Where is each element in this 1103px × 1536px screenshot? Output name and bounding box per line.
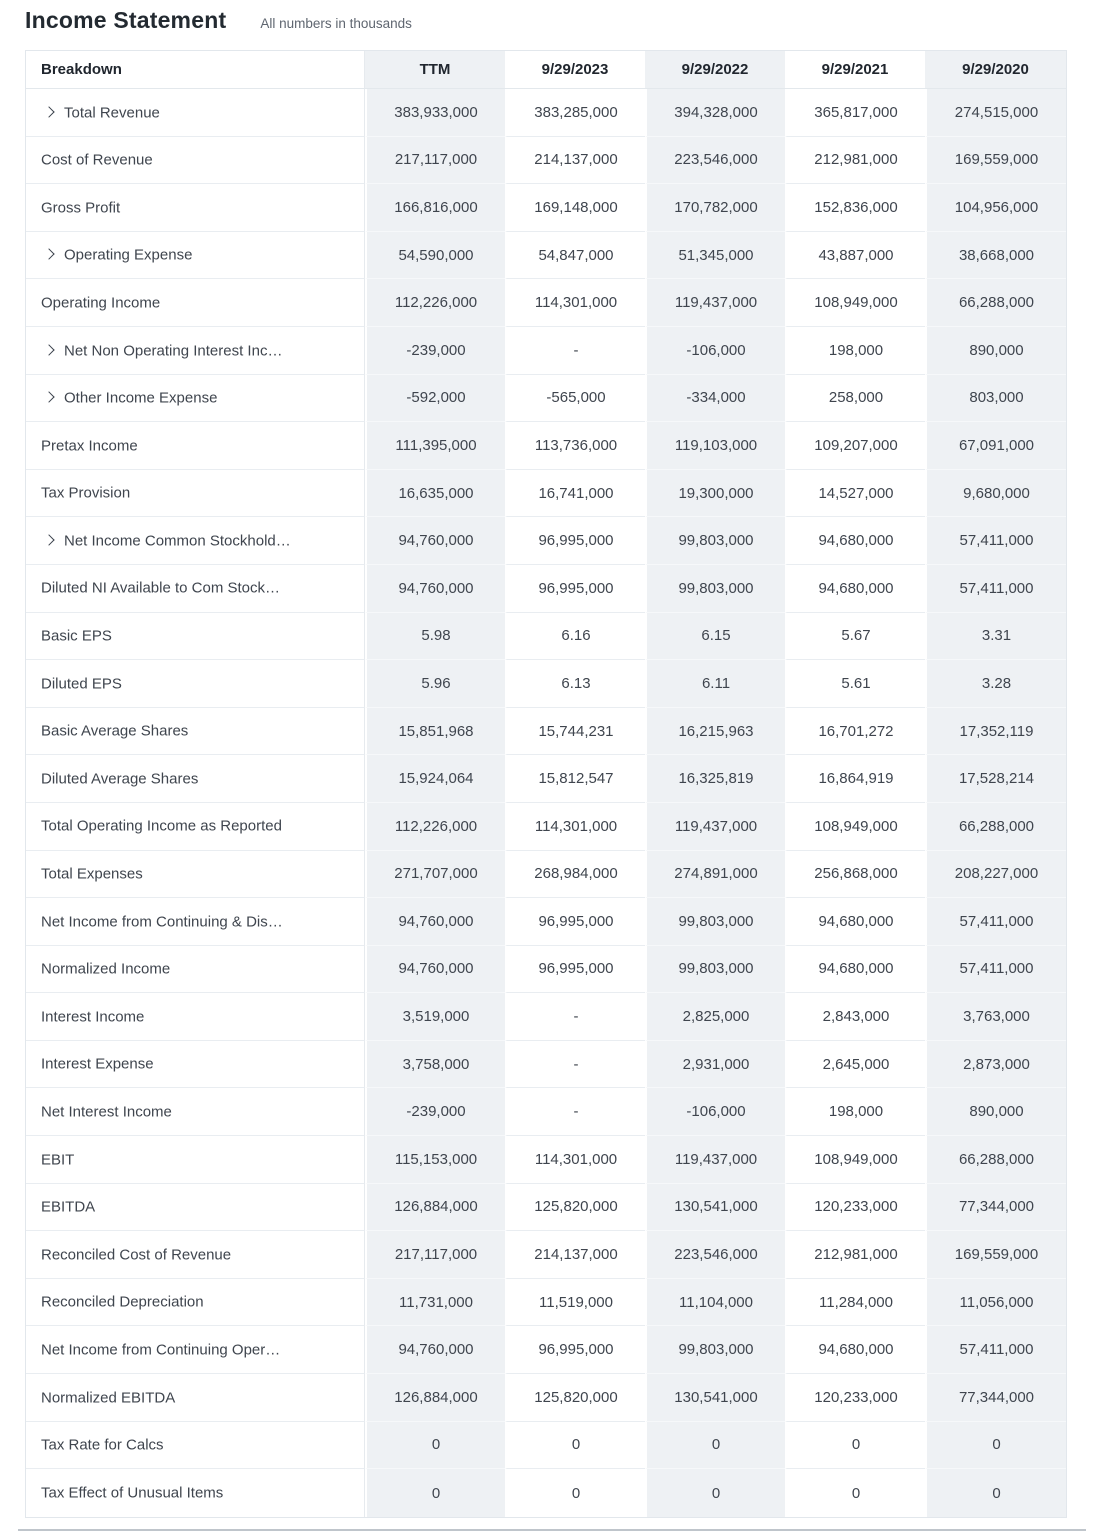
column-header-ttm: TTM [365, 51, 505, 89]
value-cell: 66,288,000 [925, 279, 1066, 327]
value-cell: 214,137,000 [505, 1231, 645, 1279]
value-cell: -565,000 [505, 375, 645, 423]
row-label [26, 1326, 365, 1374]
value-cell: 6.16 [505, 613, 645, 661]
value-cell: 11,519,000 [505, 1279, 645, 1327]
value-cell: 94,760,000 [365, 517, 505, 565]
value-cell: 17,528,214 [925, 755, 1066, 803]
table-row [26, 422, 1066, 470]
table-row [26, 803, 1066, 851]
value-cell: 120,233,000 [785, 1374, 925, 1422]
value-cell: 11,056,000 [925, 1279, 1066, 1327]
table-row [26, 1374, 1066, 1422]
row-label [26, 898, 365, 946]
row-label [26, 1279, 365, 1327]
table-row [26, 1041, 1066, 1089]
chevron-right-icon[interactable] [43, 344, 54, 355]
row-label [26, 1184, 365, 1232]
table-row [26, 375, 1066, 423]
page-title: Income Statement [25, 7, 227, 33]
value-cell: 94,760,000 [365, 898, 505, 946]
row-label-text: Operating Income [41, 294, 161, 312]
value-cell: 212,981,000 [785, 137, 925, 185]
value-cell: 119,103,000 [645, 422, 785, 470]
row-label-text: Cost of Revenue [41, 151, 153, 169]
row-label [26, 422, 365, 470]
bottom-divider [18, 1529, 1086, 1531]
value-cell: 57,411,000 [925, 898, 1066, 946]
value-cell: - [505, 327, 645, 375]
table-row [26, 1184, 1066, 1232]
value-cell: 15,812,547 [505, 755, 645, 803]
value-cell: 16,741,000 [505, 470, 645, 518]
value-cell: 16,864,919 [785, 755, 925, 803]
page-header [0, 0, 1103, 34]
value-cell: 99,803,000 [645, 565, 785, 613]
value-cell: 126,884,000 [365, 1374, 505, 1422]
row-label [26, 993, 365, 1041]
row-label [26, 1374, 365, 1422]
row-label [26, 803, 365, 851]
row-label [26, 470, 365, 518]
value-cell: 208,227,000 [925, 851, 1066, 899]
units-note: All numbers in thousands [260, 16, 412, 31]
value-cell: 54,847,000 [505, 232, 645, 280]
row-label-text: Basic EPS [41, 627, 112, 645]
value-cell: 77,344,000 [925, 1184, 1066, 1232]
row-label [26, 1136, 365, 1184]
value-cell: 57,411,000 [925, 517, 1066, 565]
value-cell: 38,668,000 [925, 232, 1066, 280]
value-cell: 94,760,000 [365, 1326, 505, 1374]
chevron-right-icon[interactable] [43, 249, 54, 260]
row-label-text: Tax Rate for Calcs [41, 1436, 164, 1454]
row-label [26, 279, 365, 327]
value-cell: 0 [505, 1422, 645, 1470]
table-row [26, 517, 1066, 565]
table-row [26, 232, 1066, 280]
value-cell: 15,924,064 [365, 755, 505, 803]
value-cell: 3,763,000 [925, 993, 1066, 1041]
row-label-text: Diluted NI Available to Com Stock… [41, 580, 280, 597]
value-cell: 119,437,000 [645, 803, 785, 851]
value-cell: 96,995,000 [505, 898, 645, 946]
value-cell: 3.28 [925, 660, 1066, 708]
value-cell: 6.15 [645, 613, 785, 661]
column-header-2021: 9/29/2021 [785, 51, 925, 89]
table-row [26, 565, 1066, 613]
table-row [26, 1326, 1066, 1374]
value-cell: 57,411,000 [925, 1326, 1066, 1374]
value-cell: 2,843,000 [785, 993, 925, 1041]
value-cell: 96,995,000 [505, 946, 645, 994]
value-cell: -239,000 [365, 327, 505, 375]
value-cell: 114,301,000 [505, 803, 645, 851]
value-cell: 0 [925, 1422, 1066, 1470]
chevron-right-icon[interactable] [43, 106, 54, 117]
value-cell: 3,519,000 [365, 993, 505, 1041]
value-cell: 57,411,000 [925, 565, 1066, 613]
row-label [26, 660, 365, 708]
row-label-text: Tax Provision [41, 484, 131, 502]
value-cell: 0 [645, 1469, 785, 1517]
row-label-text: Total Expenses [41, 865, 143, 883]
value-cell: 217,117,000 [365, 1231, 505, 1279]
value-cell: 130,541,000 [645, 1184, 785, 1232]
row-label [26, 1469, 365, 1517]
row-label-text: Net Income from Continuing & Dis… [41, 913, 283, 931]
chevron-right-icon[interactable] [43, 391, 54, 402]
value-cell: 112,226,000 [365, 279, 505, 327]
value-cell: -239,000 [365, 1088, 505, 1136]
value-cell: 2,931,000 [645, 1041, 785, 1089]
value-cell: 120,233,000 [785, 1184, 925, 1232]
value-cell: 96,995,000 [505, 565, 645, 613]
value-cell: 99,803,000 [645, 898, 785, 946]
value-cell: 108,949,000 [785, 803, 925, 851]
value-cell: 94,680,000 [785, 946, 925, 994]
row-label [26, 1422, 365, 1470]
value-cell: -334,000 [645, 375, 785, 423]
value-cell: 96,995,000 [505, 517, 645, 565]
value-cell: 0 [925, 1469, 1066, 1517]
value-cell: 170,782,000 [645, 184, 785, 232]
column-header-2020: 9/29/2020 [925, 51, 1066, 89]
value-cell: 11,731,000 [365, 1279, 505, 1327]
value-cell: - [505, 1041, 645, 1089]
value-cell: 2,825,000 [645, 993, 785, 1041]
value-cell: 51,345,000 [645, 232, 785, 280]
value-cell: 112,226,000 [365, 803, 505, 851]
row-label-expandable[interactable] [26, 89, 365, 137]
value-cell: 3,758,000 [365, 1041, 505, 1089]
value-cell: 803,000 [925, 375, 1066, 423]
table-row [26, 1422, 1066, 1470]
row-label-text: Diluted Average Shares [41, 770, 199, 788]
value-cell: 169,559,000 [925, 137, 1066, 185]
value-cell: 274,515,000 [925, 89, 1066, 137]
value-cell: -592,000 [365, 375, 505, 423]
value-cell: -106,000 [645, 327, 785, 375]
value-cell: 130,541,000 [645, 1374, 785, 1422]
value-cell: 94,680,000 [785, 1326, 925, 1374]
value-cell: 394,328,000 [645, 89, 785, 137]
column-header-2023: 9/29/2023 [505, 51, 645, 89]
value-cell: 5.67 [785, 613, 925, 661]
row-label [26, 565, 365, 613]
row-label-text: Total Revenue [64, 104, 160, 122]
value-cell: 383,285,000 [505, 89, 645, 137]
table-row [26, 1231, 1066, 1279]
value-cell: 198,000 [785, 1088, 925, 1136]
value-cell: 54,590,000 [365, 232, 505, 280]
row-label-text: Total Operating Income as Reported [41, 817, 282, 835]
value-cell: 6.13 [505, 660, 645, 708]
value-cell: 115,153,000 [365, 1136, 505, 1184]
row-label-text: Diluted EPS [41, 675, 122, 693]
value-cell: 125,820,000 [505, 1374, 645, 1422]
value-cell: 94,760,000 [365, 565, 505, 613]
value-cell: 365,817,000 [785, 89, 925, 137]
value-cell: 256,868,000 [785, 851, 925, 899]
table-row [26, 184, 1066, 232]
value-cell: 5.61 [785, 660, 925, 708]
value-cell: 271,707,000 [365, 851, 505, 899]
table-row [26, 137, 1066, 185]
row-label-text: EBIT [41, 1151, 75, 1169]
row-label-text: Net Non Operating Interest Inc… [64, 342, 283, 360]
value-cell: 890,000 [925, 327, 1066, 375]
row-label [26, 851, 365, 899]
value-cell: 223,546,000 [645, 1231, 785, 1279]
value-cell: 11,104,000 [645, 1279, 785, 1327]
value-cell: 0 [785, 1469, 925, 1517]
value-cell: 6.11 [645, 660, 785, 708]
row-label-text: Other Income Expense [64, 389, 218, 407]
value-cell: 9,680,000 [925, 470, 1066, 518]
value-cell: 0 [645, 1422, 785, 1470]
value-cell: 66,288,000 [925, 1136, 1066, 1184]
row-label [26, 1231, 365, 1279]
row-label-expandable[interactable] [26, 375, 365, 423]
value-cell: 16,325,819 [645, 755, 785, 803]
table-row [26, 708, 1066, 756]
value-cell: 2,645,000 [785, 1041, 925, 1089]
row-label-text: Tax Effect of Unusual Items [41, 1484, 224, 1502]
value-cell: 5.96 [365, 660, 505, 708]
table-row [26, 1279, 1066, 1327]
value-cell: - [505, 1088, 645, 1136]
value-cell: 0 [365, 1422, 505, 1470]
row-label-text: Net Interest Income [41, 1103, 172, 1121]
value-cell: 5.98 [365, 613, 505, 661]
row-label-text: Operating Expense [64, 246, 193, 264]
row-label [26, 946, 365, 994]
value-cell: 223,546,000 [645, 137, 785, 185]
value-cell: 16,701,272 [785, 708, 925, 756]
table-row [26, 470, 1066, 518]
value-cell: 15,744,231 [505, 708, 645, 756]
value-cell: 217,117,000 [365, 137, 505, 185]
row-label-expandable[interactable] [26, 327, 365, 375]
row-label-text: Basic Average Shares [41, 722, 189, 740]
value-cell: 77,344,000 [925, 1374, 1066, 1422]
value-cell: 104,956,000 [925, 184, 1066, 232]
value-cell: 214,137,000 [505, 137, 645, 185]
value-cell: 94,680,000 [785, 898, 925, 946]
table-row [26, 993, 1066, 1041]
value-cell: 119,437,000 [645, 279, 785, 327]
table-row [26, 755, 1066, 803]
value-cell: -106,000 [645, 1088, 785, 1136]
value-cell: 15,851,968 [365, 708, 505, 756]
row-label [26, 613, 365, 661]
value-cell: 94,760,000 [365, 946, 505, 994]
row-label [26, 1088, 365, 1136]
value-cell: 43,887,000 [785, 232, 925, 280]
table-row [26, 851, 1066, 899]
table-row [26, 279, 1066, 327]
value-cell: 258,000 [785, 375, 925, 423]
chevron-right-icon[interactable] [43, 534, 54, 545]
row-label-expandable[interactable] [26, 232, 365, 280]
value-cell: 111,395,000 [365, 422, 505, 470]
table-row [26, 1469, 1066, 1517]
table-row [26, 898, 1066, 946]
value-cell: 99,803,000 [645, 517, 785, 565]
row-label-text: Interest Income [41, 1008, 145, 1026]
row-label-text: Reconciled Cost of Revenue [41, 1246, 232, 1264]
value-cell: 169,559,000 [925, 1231, 1066, 1279]
value-cell: 890,000 [925, 1088, 1066, 1136]
value-cell: 198,000 [785, 327, 925, 375]
value-cell: 125,820,000 [505, 1184, 645, 1232]
value-cell: 16,635,000 [365, 470, 505, 518]
value-cell: 119,437,000 [645, 1136, 785, 1184]
table-row [26, 660, 1066, 708]
row-label-text: Interest Expense [41, 1055, 154, 1073]
row-label-text: Gross Profit [41, 199, 121, 217]
row-label [26, 708, 365, 756]
value-cell: 268,984,000 [505, 851, 645, 899]
value-cell: 99,803,000 [645, 1326, 785, 1374]
value-cell: 169,148,000 [505, 184, 645, 232]
value-cell: 0 [365, 1469, 505, 1517]
value-cell: 0 [785, 1422, 925, 1470]
value-cell: 99,803,000 [645, 946, 785, 994]
value-cell: 11,284,000 [785, 1279, 925, 1327]
value-cell: 0 [505, 1469, 645, 1517]
value-cell: 383,933,000 [365, 89, 505, 137]
row-label-text: EBITDA [41, 1198, 96, 1216]
table-row [26, 1136, 1066, 1184]
row-label [26, 137, 365, 185]
row-label [26, 755, 365, 803]
value-cell: 57,411,000 [925, 946, 1066, 994]
value-cell: 94,680,000 [785, 517, 925, 565]
row-label-text: Net Income Common Stockhold… [64, 532, 291, 550]
row-label-text: Reconciled Depreciation [41, 1293, 204, 1311]
row-label [26, 1041, 365, 1089]
table-row [26, 946, 1066, 994]
row-label-text: Pretax Income [41, 437, 138, 455]
value-cell: 108,949,000 [785, 279, 925, 327]
value-cell: 14,527,000 [785, 470, 925, 518]
table-row [26, 89, 1066, 137]
value-cell: 17,352,119 [925, 708, 1066, 756]
value-cell: 108,949,000 [785, 1136, 925, 1184]
value-cell: 66,288,000 [925, 803, 1066, 851]
table-row [26, 1088, 1066, 1136]
table-row [26, 613, 1066, 661]
value-cell: 96,995,000 [505, 1326, 645, 1374]
value-cell: 274,891,000 [645, 851, 785, 899]
value-cell: 3.31 [925, 613, 1066, 661]
value-cell: - [505, 993, 645, 1041]
value-cell: 67,091,000 [925, 422, 1066, 470]
value-cell: 126,884,000 [365, 1184, 505, 1232]
value-cell: 109,207,000 [785, 422, 925, 470]
value-cell: 16,215,963 [645, 708, 785, 756]
row-label-text: Normalized EBITDA [41, 1389, 176, 1407]
value-cell: 94,680,000 [785, 565, 925, 613]
value-cell: 19,300,000 [645, 470, 785, 518]
table-header-row [26, 51, 1066, 89]
table-row [26, 327, 1066, 375]
row-label-text: Net Income from Continuing Oper… [41, 1341, 281, 1359]
value-cell: 2,873,000 [925, 1041, 1066, 1089]
row-label-expandable[interactable] [26, 517, 365, 565]
value-cell: 166,816,000 [365, 184, 505, 232]
column-header-breakdown: Breakdown [26, 51, 365, 89]
value-cell: 114,301,000 [505, 1136, 645, 1184]
income-statement-table [25, 50, 1067, 1518]
row-label-text: Normalized Income [41, 960, 171, 978]
value-cell: 113,736,000 [505, 422, 645, 470]
value-cell: 152,836,000 [785, 184, 925, 232]
row-label [26, 184, 365, 232]
value-cell: 212,981,000 [785, 1231, 925, 1279]
value-cell: 114,301,000 [505, 279, 645, 327]
column-header-2022: 9/29/2022 [645, 51, 785, 89]
